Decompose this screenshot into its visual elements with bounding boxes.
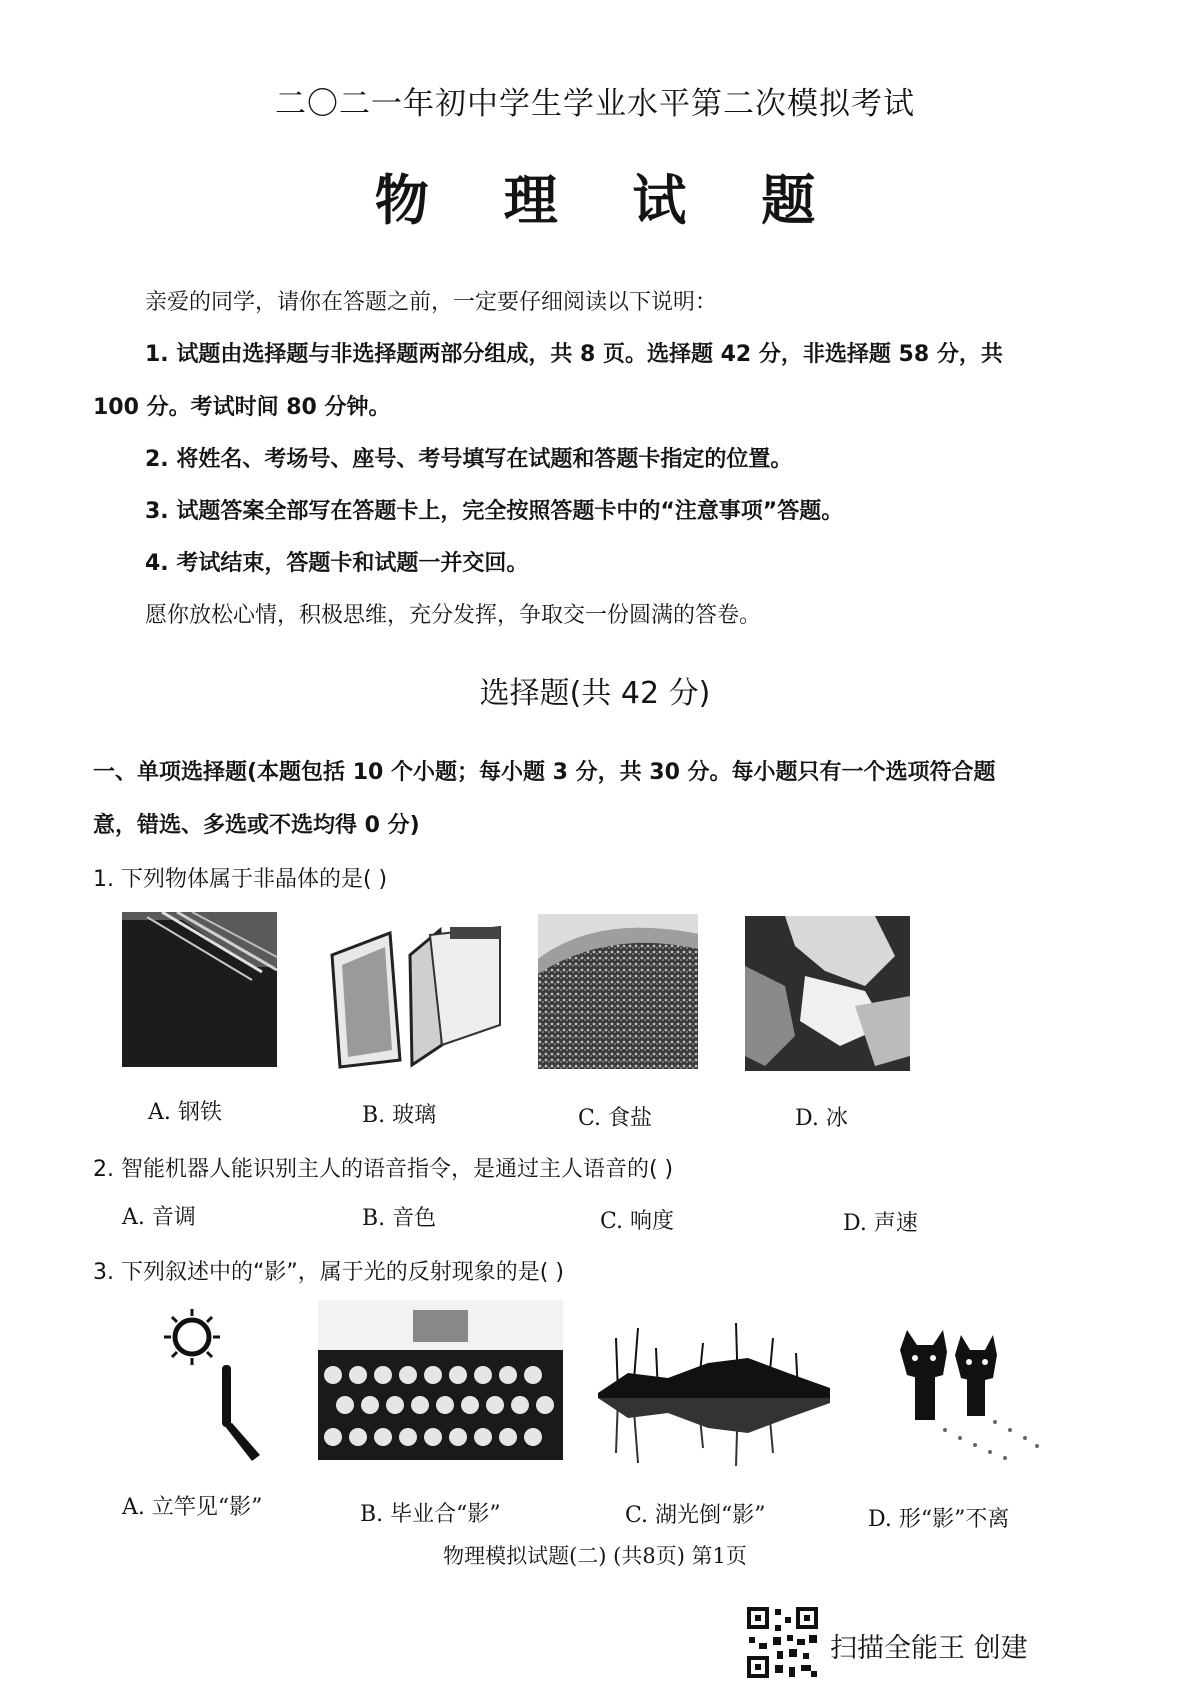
instruction-3: 3. 试题答案全部写在答题卡上，完全按照答题卡中的“注意事项”答题。 [145,499,844,524]
qr-code-icon [745,1605,820,1680]
lake-reflection-photo [598,1318,830,1468]
steel-photo [122,912,277,1067]
part1-instruction-line2: 意，错选、多选或不选均得 0 分) [93,813,420,838]
ice-photo [745,916,910,1071]
question-3-option-c[interactable]: C. 湖光倒“影” [625,1503,766,1528]
scanner-watermark: 扫描全能王 创建 [830,1633,1028,1664]
instruction-2: 2. 将姓名、考场号、座号、考号填写在试题和答题卡指定的位置。 [145,447,793,472]
question-2-stem: 2. 智能机器人能识别主人的语音指令，是通过主人语音的( ) [93,1157,674,1182]
question-2-option-c[interactable]: C. 响度 [600,1209,675,1234]
instruction-1-line2: 100 分。考试时间 80 分钟。 [93,395,391,420]
graduation-photo [318,1300,563,1472]
part1-instruction-line1: 一、单项选择题(本题包括 10 个小题；每小题 3 分，共 30 分。每小题只有一个选项符合题 [93,760,996,785]
question-2-option-b[interactable]: B. 音色 [362,1206,437,1231]
page-title: 物 理 试 题 [374,168,844,232]
question-2-option-a[interactable]: A. 音调 [122,1205,196,1230]
question-1-stem: 1. 下列物体属于非晶体的是( ) [93,867,388,892]
salt-photo [538,914,698,1069]
question-1-option-c[interactable]: C. 食盐 [578,1106,653,1131]
greeting-text: 亲爱的同学，请你在答题之前，一定要仔细阅读以下说明： [145,290,718,315]
question-3-option-b[interactable]: B. 毕业合“影” [360,1502,501,1527]
question-3-option-d[interactable]: D. 形“影”不离 [868,1507,1010,1532]
page-footer: 物理模拟试题(二) (共8页) 第1页 [443,1544,747,1568]
question-3-option-a[interactable]: A. 立竿见“影” [122,1495,263,1520]
instruction-1-line1: 1. 试题由选择题与非选择题两部分组成，共 8 页。选择题 42 分，非选择题 58 分，共 [145,342,1003,367]
glass-photo [330,925,505,1070]
sun-pole-shadow-diagram [160,1305,280,1465]
question-2-option-d[interactable]: D. 声速 [843,1211,918,1236]
exam-header: 二〇二一年初中学生学业水平第二次模拟考试 [275,86,915,122]
section-title: 选择题(共 42 分) [479,676,711,711]
cats-shadow-photo [895,1330,1045,1470]
closing-text: 愿你放松心情，积极思维，充分发挥，争取交一份圆满的答卷。 [145,603,762,628]
question-1-option-b[interactable]: B. 玻璃 [362,1103,437,1128]
question-1-option-a[interactable]: A. 钢铁 [148,1100,222,1125]
question-1-option-d[interactable]: D. 冰 [795,1106,848,1131]
instruction-4: 4. 考试结束，答题卡和试题一并交回。 [145,551,529,576]
question-3-stem: 3. 下列叙述中的“影”，属于光的反射现象的是( ) [93,1260,564,1285]
